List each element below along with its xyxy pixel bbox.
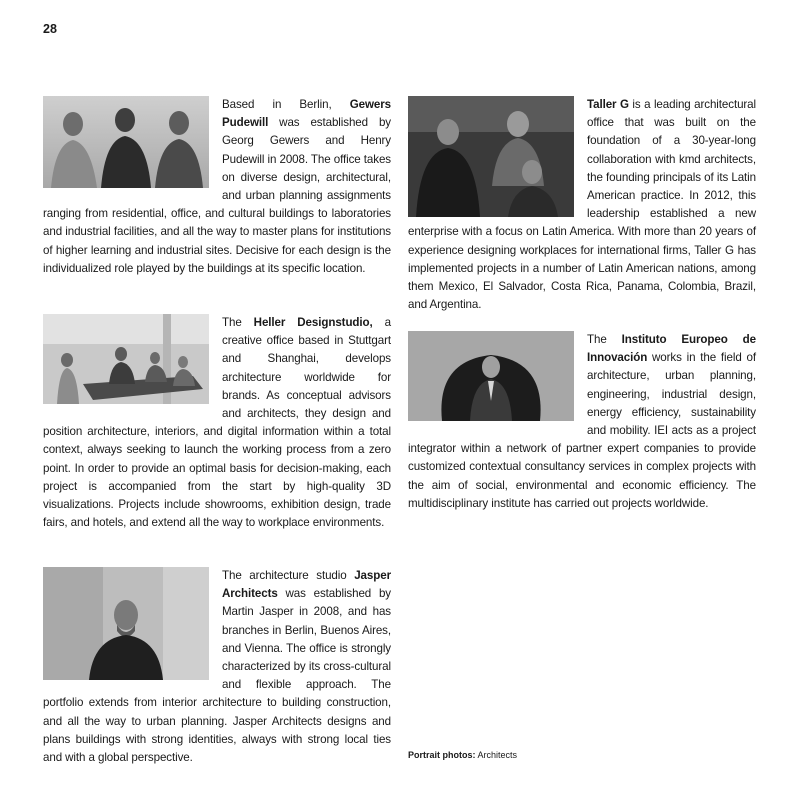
- portrait-man-icon: [43, 567, 209, 680]
- page-number: 28: [43, 22, 57, 36]
- studio-name: Jasper Architects: [222, 569, 391, 601]
- photo-jasper-architects: [43, 567, 209, 680]
- studio-name: Gewers Pudewill: [222, 98, 391, 130]
- entry-heller-designstudio: [43, 314, 391, 532]
- entry-text: was established by Georg Gewers and Henry Pudewill in 2008. The office takes on diverse design, architectural, and urban planning assignments ranging from residential, office, and cultural buildings to laboratories and industrial facilities, and all the way to master plans for institutions of higher learning and industrial sites. Decisive for each design is the individualized role played by the buildings at its specific location.: [43, 116, 391, 275]
- entry-gewers-pudewill: [43, 96, 391, 278]
- entry-jasper-architects: [43, 567, 391, 767]
- entry-text: is a leading architectural office that was built on the foundation of a 30-year-long collaboration with kmd architects, the founding principals of its Latin American practice. In 2012, this leadership established a new enterprise with a focus on Latin America. With more than 20 years of experience designing workplaces for international firms, Taller G has implemented projects in a number of Latin American nations, among them Mexico, El Salvador, Costa Rica, Panama, Colombia, Brazil, and Argentina.: [408, 98, 757, 312]
- entry-text: was established by Martin Jasper in 2008, and has branches in Berlin, Buenos Aires, and Vienna. The office is strongly characterized by its cross-cultural and flexible approach. The portfolio extends from interior architecture to building construction, and all the way to urban planning. Jasper Architects designs and plans buildings with strong identities, always with strong local ties and with a global perspective.: [43, 587, 391, 765]
- entry-text-before: The: [222, 316, 254, 329]
- studio-name: Heller Designstudio,: [253, 316, 373, 329]
- photo-credit: [408, 750, 517, 760]
- entry-text: works in the field of architecture, urban planning, engineering, industrial design, energy efficiency, sustainability and mobility. IEI acts as a project integrator within a network of partner expert companies to provide customized contextual consultancy services in complex projects with the aim of social, environmental and economic efficiency. The multidisciplinary institute has carried out projects worldwide.: [408, 351, 756, 510]
- studio-name: Taller G: [587, 98, 629, 111]
- photo-credit-label: Portrait photos:: [408, 750, 476, 760]
- portrait-man-in-armchair-icon: [408, 331, 574, 421]
- entry-text: a creative office based in Stuttgart and Shanghai, develops architecture worldwide for brands. As conceptual advisors and architects, they design and position architecture, interiors, and digital information within a total context, always seeking to launch the working process from a zero point. In order to provide an optimal basis for decision-making, each project is accompanied from the start by high-quality 3D visualizations. Projects include showrooms, exhibition design, trade fairs, and hotels, and extend all the way to workplace environments.: [43, 316, 391, 530]
- group-portrait-icon: [408, 96, 574, 217]
- entry-instituto-europeo: [408, 331, 756, 513]
- photo-heller-designstudio: [43, 314, 209, 404]
- studio-name: Instituto Europeo de Innovación: [587, 333, 756, 365]
- photo-credit-value: Architects: [475, 750, 518, 760]
- photo-taller-g: [408, 96, 574, 217]
- entry-text-before: The: [587, 333, 622, 346]
- entry-text-before: Based in Berlin,: [222, 98, 350, 111]
- photo-instituto-europeo: [408, 331, 574, 421]
- group-portrait-icon: [43, 96, 209, 188]
- entry-text-before: The architecture studio: [222, 569, 355, 582]
- photo-gewers-pudewill: [43, 96, 209, 188]
- entry-taller-g: [408, 96, 756, 314]
- team-meeting-icon: [43, 314, 209, 404]
